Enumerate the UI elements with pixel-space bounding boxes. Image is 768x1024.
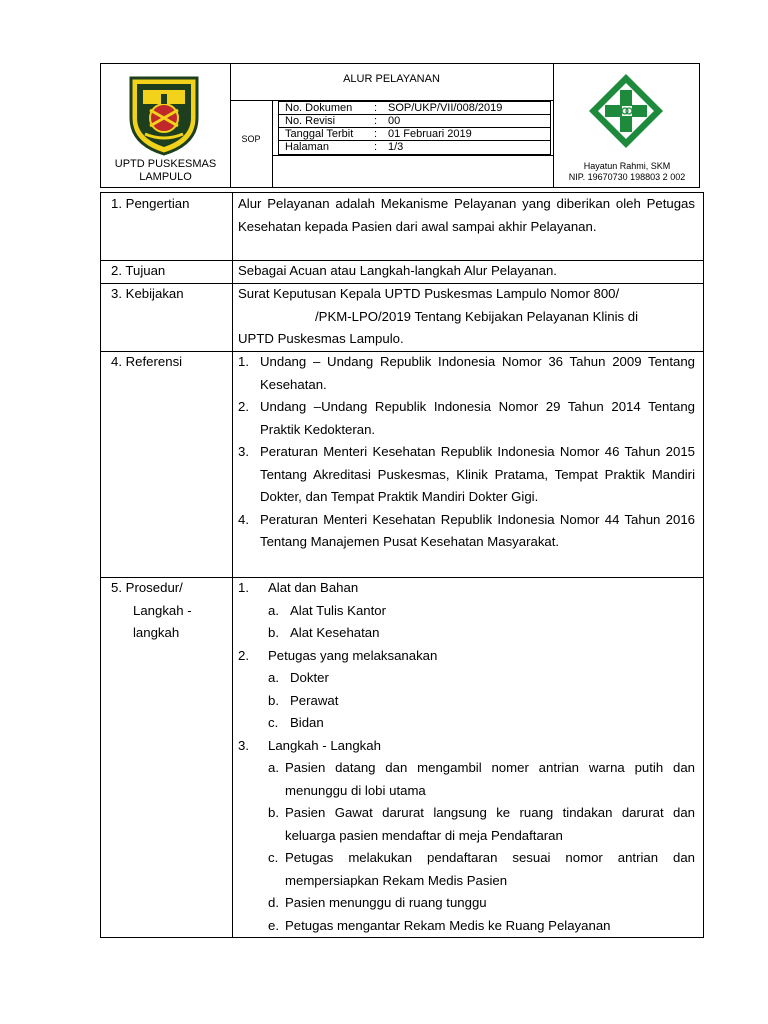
list-item bbox=[238, 351, 695, 396]
section-label-referensi: 4. Referensi bbox=[111, 354, 183, 369]
field-label-tanggal-terbit: Tanggal Terbit bbox=[285, 128, 354, 140]
section-text-pengertian: Alur Pelayanan adalah Mekanisme Pelayanan yang diberikan oleh Petugas Kesehatan kepada Pasien dari awal sampai akhir Pelayanan. bbox=[238, 196, 695, 234]
list-item-number: 1. bbox=[238, 580, 249, 595]
sop-content-table bbox=[100, 192, 704, 938]
prosedur-label-line3: langkah bbox=[133, 625, 180, 640]
field-colon: : bbox=[374, 102, 378, 114]
doc-fields-table bbox=[278, 101, 551, 155]
list-item-number: 3. bbox=[238, 737, 249, 753]
list-item-text: Pasien datang dan mengambil nomer antrian warna putih dan menunggu di lobi utama bbox=[285, 760, 695, 798]
org-name-line1: UPTD PUSKESMAS bbox=[114, 158, 217, 170]
list-item-text: Petugas melakukan pendaftaran sesuai nomor antrian dan mempersiapkan Rekam Medis Pasien bbox=[285, 850, 695, 888]
fields-bottom-rule bbox=[272, 155, 553, 156]
list-item bbox=[238, 396, 695, 441]
field-label-halaman: Halaman bbox=[285, 141, 330, 153]
field-colon: : bbox=[374, 115, 378, 127]
section-text-kebijakan bbox=[238, 283, 695, 351]
prosedur-list bbox=[238, 577, 695, 937]
list-item-text: Undang –Undang Republik Indonesia Nomor 29 Tahun 2014 Tentang Praktik Kedokteran. bbox=[260, 399, 695, 437]
kebijakan-line-2: /PKM-LPO/2019 Tentang Kebijakan Pelayanan Klinis di bbox=[315, 308, 639, 324]
section-text-tujuan: Sebagai Acuan atau Langkah-langkah Alur Pelayanan. bbox=[238, 263, 557, 278]
section-label-tujuan: 2. Tujuan bbox=[111, 263, 166, 278]
list-item bbox=[238, 441, 695, 509]
list-item-number: a. bbox=[268, 670, 279, 685]
list-item-text: Alat Kesehatan bbox=[290, 625, 380, 640]
sop-label: SOP bbox=[241, 134, 261, 144]
section-label-prosedur bbox=[111, 577, 192, 645]
list-item-text: Alat Tulis Kantor bbox=[290, 602, 387, 618]
signer-nip: NIP. 19670730 198803 2 002 bbox=[568, 172, 686, 182]
signer-name: Hayatun Rahmi, SKM bbox=[583, 161, 671, 171]
list-item-text: Undang – Undang Republik Indonesia Nomor 36 Tahun 2009 Tentang Kesehatan. bbox=[260, 354, 695, 392]
section-label-kebijakan: 3. Kebijakan bbox=[111, 286, 184, 301]
signer-block bbox=[553, 161, 701, 183]
section-label-pengertian: 1. Pengertian bbox=[111, 196, 190, 211]
puskesmas-logo bbox=[587, 72, 665, 150]
list-item-number: d. bbox=[268, 895, 279, 910]
list-item bbox=[238, 577, 695, 600]
list-item-text: Peraturan Menteri Kesehatan Republik Indonesia Nomor 46 Tahun 2015 Tentang Akreditasi Puskesmas, Klinik Pratama, Tempat Praktik Mandiri Dokter, dan Tempat Praktik Mandiri Dokter Gigi. bbox=[260, 444, 695, 504]
list-item bbox=[238, 622, 695, 645]
list-item-text: Pasien menunggu di ruang tunggu bbox=[285, 895, 487, 910]
field-value-no-dokumen: SOP/UKP/VII/008/2019 bbox=[388, 102, 503, 114]
list-item-text: Bidan bbox=[290, 715, 324, 730]
prosedur-label-line2: Langkah - bbox=[133, 602, 192, 618]
list-item-number: a. bbox=[268, 760, 279, 775]
kebijakan-line-3: UPTD Puskesmas Lampulo. bbox=[238, 331, 404, 346]
list-item bbox=[238, 509, 695, 554]
referensi-list bbox=[238, 351, 695, 554]
list-item-text: Pasien Gawat darurat langsung ke ruang tindakan darurat dan keluarga pasien mendaftar di meja Pendaftaran bbox=[285, 805, 695, 843]
list-item-number: b. bbox=[268, 805, 279, 820]
list-item bbox=[238, 600, 695, 623]
sop-col-sep bbox=[272, 100, 273, 187]
list-item-number: c. bbox=[268, 850, 279, 865]
list-item bbox=[238, 667, 695, 690]
list-item-number: e. bbox=[268, 917, 279, 933]
org-name bbox=[101, 158, 230, 184]
list-item-number: 3. bbox=[238, 444, 249, 459]
list-item-number: 2. bbox=[238, 399, 249, 414]
prosedur-label-line1: 5. Prosedur/ bbox=[111, 580, 183, 595]
list-item-number: b. bbox=[268, 625, 279, 640]
list-item bbox=[238, 690, 695, 713]
list-item bbox=[238, 892, 695, 915]
list-item-number: c. bbox=[268, 715, 279, 730]
list-item bbox=[238, 645, 695, 668]
content-col-sep bbox=[232, 193, 233, 938]
list-item-text: Petugas mengantar Rekam Medis ke Ruang Pelayanan bbox=[285, 917, 611, 933]
list-item-text: Dokter bbox=[290, 670, 329, 685]
list-item-number: 1. bbox=[238, 354, 249, 369]
list-item bbox=[238, 735, 695, 758]
field-colon: : bbox=[374, 128, 378, 140]
list-item-text: Langkah - Langkah bbox=[268, 737, 381, 753]
list-item bbox=[238, 757, 695, 802]
field-label-no-dokumen: No. Dokumen bbox=[285, 102, 353, 114]
field-value-tanggal-terbit: 01 Februari 2019 bbox=[388, 128, 472, 140]
list-item-number: b. bbox=[268, 692, 279, 708]
list-item-text: Peraturan Menteri Kesehatan Republik Indonesia Nomor 44 Tahun 2016 Tentang Manajemen Pusat Kesehatan Masyarakat. bbox=[260, 511, 695, 549]
field-value-no-revisi: 00 bbox=[388, 115, 401, 127]
list-item bbox=[238, 712, 695, 735]
list-item bbox=[238, 847, 695, 892]
field-label-no-revisi: No. Revisi bbox=[285, 115, 336, 127]
crest-icon bbox=[123, 74, 205, 156]
puskesmas-cross-icon bbox=[587, 72, 665, 150]
list-item-text: Petugas yang melaksanakan bbox=[268, 647, 438, 663]
list-item-number: a. bbox=[268, 602, 279, 618]
list-item-text: Perawat bbox=[290, 692, 339, 708]
list-item-text: Alat dan Bahan bbox=[268, 580, 359, 595]
kebijakan-line-1: Surat Keputusan Kepala UPTD Puskesmas Lampulo Nomor 800/ bbox=[238, 286, 620, 301]
regency-crest-logo bbox=[123, 74, 205, 156]
list-item-number: 2. bbox=[238, 647, 249, 663]
list-item-number: 4. bbox=[238, 511, 249, 527]
org-name-line2: LAMPULO bbox=[139, 171, 192, 183]
field-colon: : bbox=[374, 141, 378, 153]
list-item bbox=[238, 802, 695, 847]
document-title: ALUR PELAYANAN bbox=[343, 73, 440, 85]
sop-header bbox=[100, 63, 700, 188]
list-item bbox=[238, 915, 695, 938]
field-value-halaman: 1/3 bbox=[388, 141, 404, 153]
